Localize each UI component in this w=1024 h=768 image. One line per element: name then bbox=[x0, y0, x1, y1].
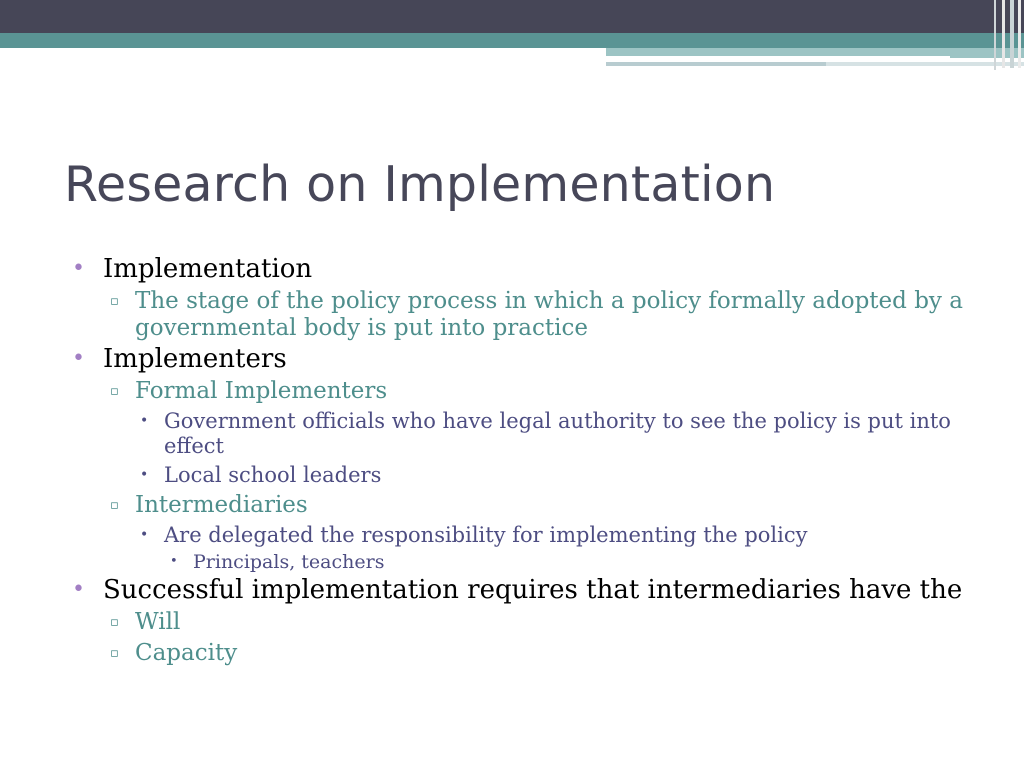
bullet-icon: • bbox=[140, 527, 149, 543]
slide-title: Research on Implementation bbox=[64, 156, 776, 213]
list-item bbox=[72, 378, 972, 405]
bullet-icon: • bbox=[72, 577, 85, 602]
bullet-icon: ▫ bbox=[110, 294, 119, 309]
bullet-icon: ▫ bbox=[110, 646, 119, 661]
bullet-icon: ▫ bbox=[110, 384, 119, 399]
list-item-text: The stage of the policy process in which a policy formally adopted by a governmental body is put into practice bbox=[135, 288, 963, 341]
list-item-text: Local school leaders bbox=[164, 463, 382, 487]
bullet-icon: • bbox=[170, 554, 178, 569]
bullet-icon: • bbox=[72, 346, 85, 371]
bullet-icon: • bbox=[72, 256, 85, 281]
list-item-text: Principals, teachers bbox=[193, 551, 385, 573]
list-item-text: Implementers bbox=[103, 344, 287, 374]
list-item bbox=[72, 640, 972, 667]
list-item bbox=[72, 254, 972, 284]
list-item bbox=[72, 575, 972, 605]
bullet-list bbox=[72, 252, 972, 667]
list-item-text: Government officials who have legal authority to see the policy is put into effect bbox=[164, 409, 951, 458]
list-item bbox=[72, 523, 972, 548]
header-vertical-bar bbox=[1002, 0, 1005, 68]
header-vertical-bar bbox=[994, 0, 996, 70]
header-vertical-bar bbox=[1018, 0, 1021, 68]
list-item bbox=[72, 288, 972, 342]
list-item-text: Are delegated the responsibility for implementing the policy bbox=[164, 523, 808, 547]
header-band-dark bbox=[0, 0, 1024, 33]
header-band-teal bbox=[0, 33, 1024, 48]
list-item-text: Implementation bbox=[103, 254, 313, 284]
list-item bbox=[72, 409, 972, 459]
header-stripe bbox=[606, 62, 826, 66]
header-stripe bbox=[606, 56, 950, 58]
bullet-icon: • bbox=[140, 413, 149, 429]
list-item bbox=[72, 344, 972, 374]
list-item bbox=[72, 463, 972, 488]
list-item bbox=[72, 609, 972, 636]
list-item-text: Capacity bbox=[135, 640, 238, 666]
list-item-text: Successful implementation requires that intermediaries have the bbox=[103, 575, 963, 605]
bullet-icon: ▫ bbox=[110, 498, 119, 513]
list-item bbox=[72, 492, 972, 519]
list-item bbox=[72, 551, 972, 573]
list-item-text: Formal Implementers bbox=[135, 378, 388, 404]
bullet-icon: • bbox=[140, 467, 149, 483]
list-item-text: Will bbox=[135, 609, 181, 635]
bullet-icon: ▫ bbox=[110, 615, 119, 630]
header-vertical-bar bbox=[1010, 0, 1014, 68]
list-item-text: Intermediaries bbox=[135, 492, 308, 518]
